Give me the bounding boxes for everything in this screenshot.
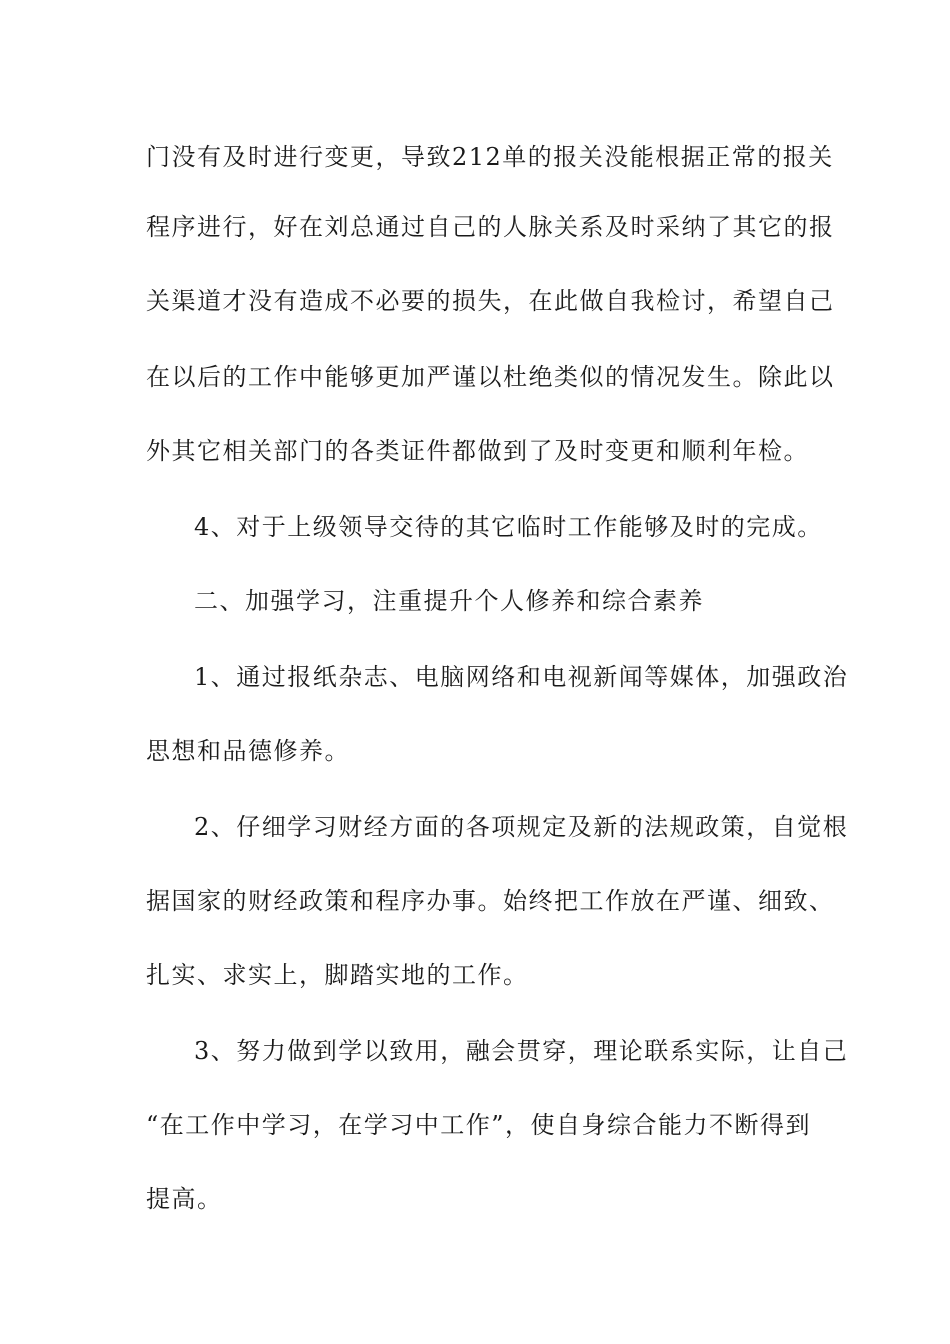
text-line: “在工作中学习，在学习中工作”，使自身综合能力不断得到 — [146, 1111, 812, 1139]
list-item-4: 4、对于上级领导交待的其它临时工作能够及时的完成。 — [194, 513, 823, 541]
text-line: 在以后的工作中能够更加严谨以杜绝类似的情况发生。除此以 — [146, 363, 835, 391]
text-line: 外其它相关部门的各类证件都做到了及时变更和顺利年检。 — [146, 437, 809, 465]
text-line: 门没有及时进行变更，导致212单的报关没能根据正常的报关 — [146, 143, 834, 171]
list-item-2: 2、仔细学习财经方面的各项规定及新的法规政策，自觉根 — [194, 813, 849, 841]
text-line: 提高。 — [146, 1185, 223, 1213]
text-line: 关渠道才没有造成不必要的损失，在此做自我检讨，希望自己 — [146, 287, 835, 315]
list-item-3: 3、努力做到学以致用，融会贯穿，理论联系实际，让自己 — [194, 1037, 849, 1065]
text-line: 思想和品德修养。 — [146, 737, 350, 765]
list-item-1: 1、通过报纸杂志、电脑网络和电视新闻等媒体，加强政治 — [194, 663, 849, 691]
text-line: 扎实、求实上，脚踏实地的工作。 — [146, 961, 529, 989]
text-line: 据国家的财经政策和程序办事。始终把工作放在严谨、细致、 — [146, 887, 835, 915]
text-line: 程序进行，好在刘总通过自己的人脉关系及时采纳了其它的报 — [146, 213, 835, 241]
section-heading-2: 二、加强学习，注重提升个人修养和综合素养 — [194, 587, 704, 615]
